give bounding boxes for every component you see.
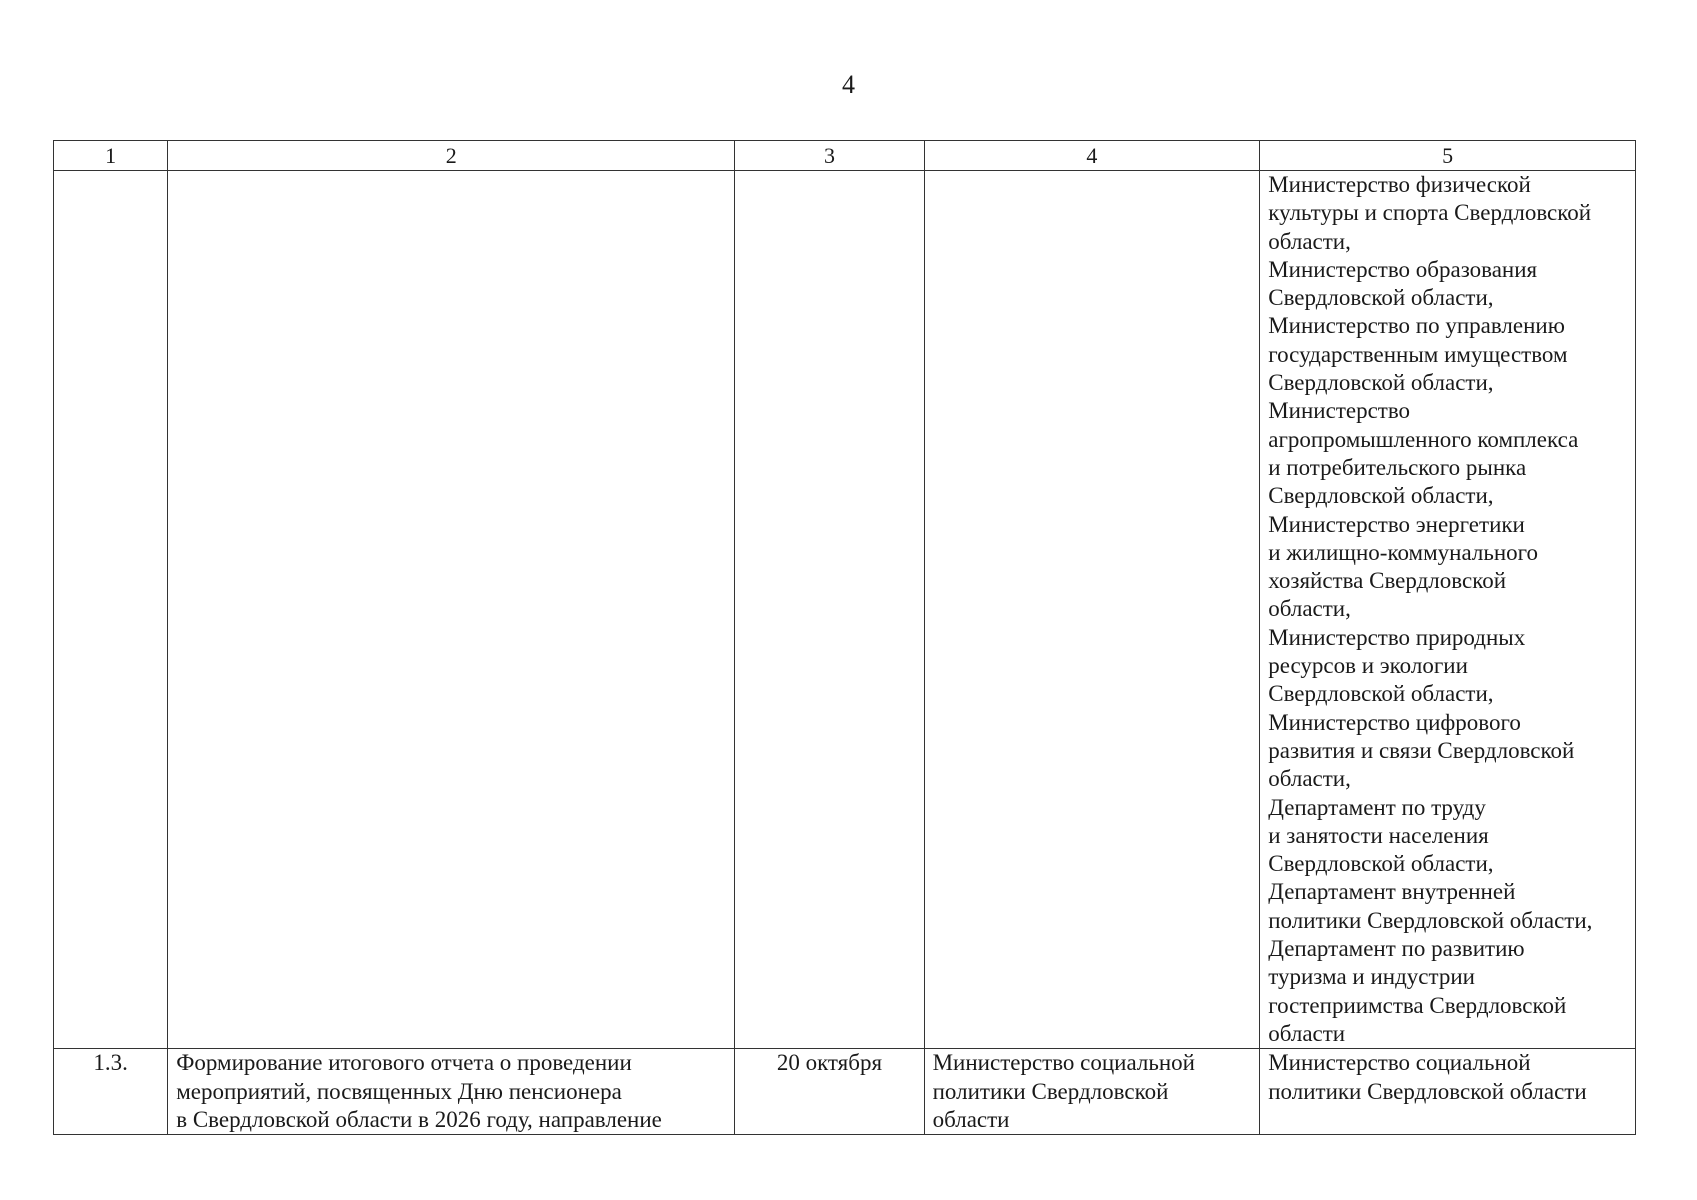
cell-empty-4	[924, 171, 1260, 1049]
participant-line: Свердловской области,	[1268, 483, 1494, 509]
responsible-line: политики Свердловской	[932, 1078, 1169, 1104]
participant-line: развития и связи Свердловской	[1268, 737, 1575, 763]
participant-line: хозяйства Свердловской	[1268, 568, 1507, 594]
header-col-3: 3	[735, 141, 924, 171]
participant-line: области	[1268, 1020, 1346, 1046]
item-description	[168, 1049, 735, 1135]
participant-line: ресурсов и экологии	[1268, 653, 1468, 679]
participant-line: Свердловской области,	[1268, 681, 1494, 707]
cell-empty-3	[735, 171, 924, 1049]
header-col-5: 5	[1260, 141, 1636, 171]
table-row-1-3	[54, 1049, 1636, 1135]
participant-line: Министерство по управлению	[1268, 313, 1565, 339]
cell-empty-1	[54, 171, 168, 1049]
item-responsible	[924, 1049, 1260, 1135]
participants-line: политики Свердловской области	[1268, 1078, 1587, 1104]
participant-line: туризма и индустрии	[1268, 964, 1475, 990]
participant-line: Свердловской области,	[1268, 851, 1494, 877]
participant-line: области,	[1268, 766, 1351, 792]
participant-line: Министерство энергетики	[1268, 511, 1525, 537]
description-line: в Свердловской области в 2026 году, направление	[176, 1106, 662, 1132]
table-row-continuation	[54, 171, 1636, 1049]
responsible-line: области	[932, 1106, 1010, 1132]
participant-line: Свердловской области,	[1268, 285, 1494, 311]
participant-line: и потребительского рынка	[1268, 454, 1527, 480]
participant-line: области,	[1268, 596, 1351, 622]
participant-line: области,	[1268, 228, 1351, 254]
item-number: 1.3.	[54, 1049, 168, 1135]
participant-line: Министерство цифрового	[1268, 709, 1521, 735]
participant-line: культуры и спорта Свердловской	[1268, 200, 1592, 226]
participant-line: Министерство природных	[1268, 624, 1526, 650]
participant-line: Департамент внутренней	[1268, 879, 1516, 905]
participant-line: Департамент по труду	[1268, 794, 1486, 820]
participant-line: гостеприимства Свердловской	[1268, 992, 1567, 1018]
item-participants	[1260, 1049, 1636, 1135]
participant-line: и жилищно-коммунального	[1268, 539, 1538, 565]
cell-empty-2	[168, 171, 735, 1049]
participant-line: Министерство образования	[1268, 256, 1538, 282]
participant-line: политики Свердловской области,	[1268, 907, 1593, 933]
header-col-1: 1	[54, 141, 168, 171]
participant-line: Свердловской области,	[1268, 370, 1494, 396]
participant-line: Министерство	[1268, 398, 1411, 424]
header-row	[54, 141, 1636, 171]
header-col-4: 4	[924, 141, 1260, 171]
responsible-line: Министерство социальной	[932, 1050, 1195, 1076]
page-number: 4	[842, 70, 855, 99]
participant-line: государственным имуществом	[1268, 341, 1568, 367]
header-col-2: 2	[168, 141, 735, 171]
participant-line: агропромышленного комплекса	[1268, 426, 1579, 452]
plan-table	[53, 140, 1636, 1135]
cell-participants-list	[1260, 171, 1636, 1049]
participants-line: Министерство социальной	[1268, 1050, 1531, 1076]
participant-line: и занятости населения	[1268, 822, 1489, 848]
participant-line: Министерство физической	[1268, 172, 1531, 197]
description-line: Формирование итогового отчета о проведении	[176, 1050, 632, 1076]
description-line: мероприятий, посвященных Дню пенсионера	[176, 1078, 622, 1104]
item-deadline: 20 октября	[735, 1049, 924, 1135]
participant-line: Департамент по развитию	[1268, 936, 1525, 962]
